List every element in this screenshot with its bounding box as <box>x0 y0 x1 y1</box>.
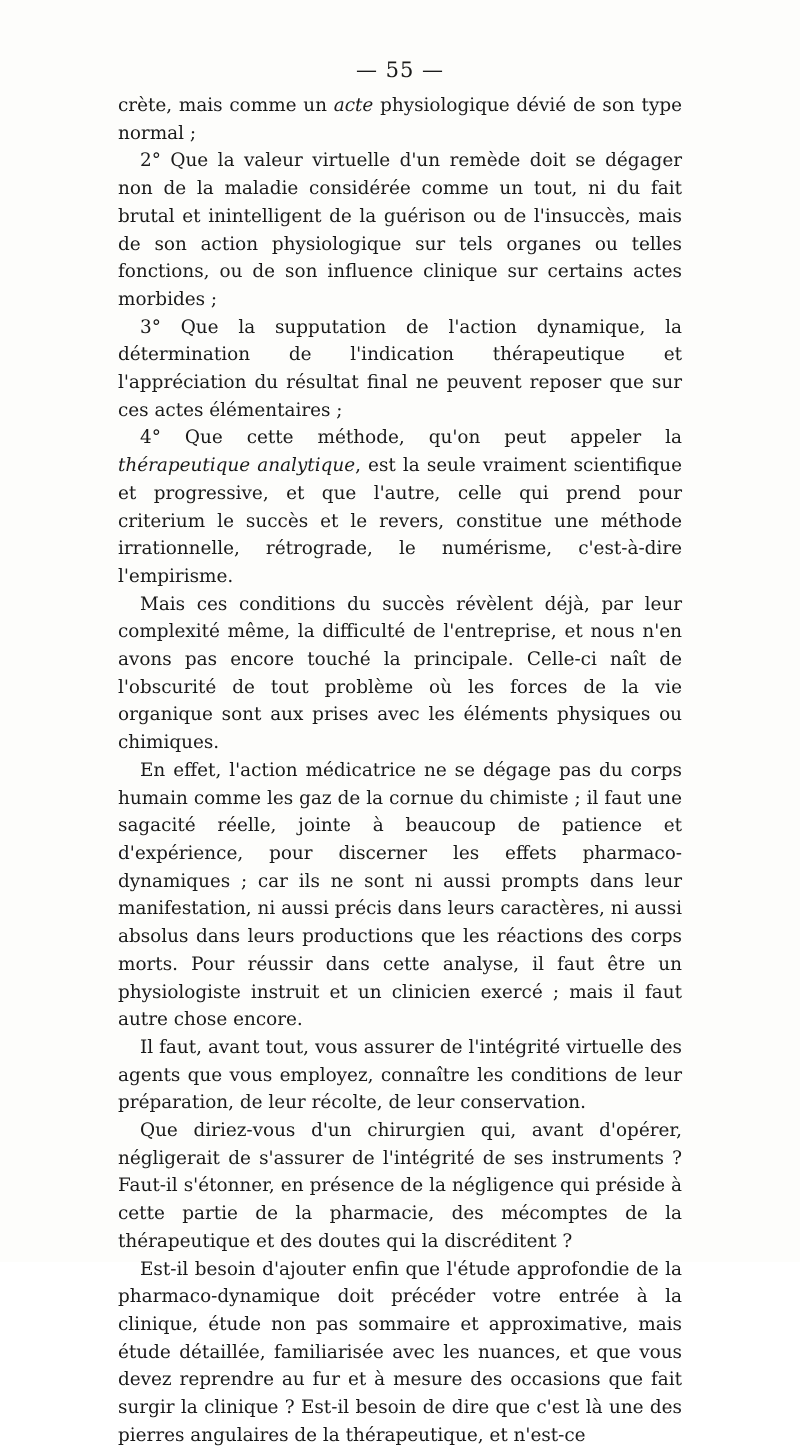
text-run: Est-il besoin d'ajouter enfin que l'étude approfondie de la pharmaco-dynamique doit précéder votre entrée à la clinique, étude non pas sommaire et approximative, mais étude détaillée, familiarisée avec les nuances, et que vous devez reprendre au fur et à mesure des occasions que fait surgir la clinique ? Est-il besoin de dire que c'est là une des pierres angulaires de la thérapeutique, et n'est-ce <box>118 1258 682 1446</box>
text-run: physiologique dévié de son type normal ; <box>118 95 682 144</box>
text-run: 2° Que la valeur virtuelle d'un remède doit se dégager non de la maladie considérée comme un tout, ni du fait brutal et inintelligent de la guérison ou de l'insuccès, mais de son action physiologique sur tels organes ou telles fonctions, ou de son influence clinique sur certains actes morbides ; <box>118 150 682 310</box>
text-run: , est la seule vraiment scientifique et progressive, et que l'autre, celle qui prend pour criterium le succès et le revers, constitue une méthode irrationnelle, rétrograde, le numérisme, c'est-à-dire l'empirisme. <box>118 455 682 587</box>
paragraph <box>118 757 682 1034</box>
text-run: 4° Que cette méthode, qu'on peut appeler la <box>140 427 682 449</box>
page-number: — 55 — <box>355 58 445 82</box>
paragraph <box>118 314 682 425</box>
text-run: Que diriez-vous d'un chirurgien qui, avant d'opérer, négligerait de s'assurer de l'intégrité de ses instruments ? Faut-il s'étonner, en présence de la négligence qui préside à cette partie de la pharmacie, des mécomptes de la thérapeutique et des doutes qui la discréditent ? <box>118 1120 682 1252</box>
text-run: Il faut, avant tout, vous assurer de l'intégrité virtuelle des agents que vous employez, connaître les conditions de leur préparation, de leur récolte, de leur conservation. <box>118 1036 682 1114</box>
paragraph <box>118 591 682 757</box>
text-run: crète, mais comme un <box>118 95 334 116</box>
italic-text: acte <box>333 95 374 116</box>
paragraph <box>118 1256 682 1449</box>
paragraph <box>118 92 682 147</box>
text-run: En effet, l'action médicatrice ne se dégage pas du corps humain comme les gaz de la cornue du chimiste ; il faut une sagacité réelle, jointe à beaucoup de patience et d'expérience, pour discerner les effets pharmaco-dynamiques ; car ils ne sont ni aussi prompts dans leur manifestation, ni aussi précis dans leurs caractères, ni aussi absolus dans leurs productions que les réactions des corps morts. Pour réussir dans cette analyse, il faut être un physiologiste instruit et un clinicien exercé ; mais il faut autre chose encore. <box>118 759 682 1031</box>
italic-text: thérapeutique analytique <box>118 455 356 477</box>
text-run: Mais ces conditions du succès révèlent déjà, par leur complexité même, la difficulté de l'entreprise, et nous n'en avons pas encore touché la principale. Celle-ci naît de l'obscurité de tout problème où les forces de la vie organique sont aux prises avec les éléments physiques ou chimiques. <box>118 593 682 754</box>
paragraph <box>118 147 682 313</box>
text-run: 3° Que la supputation de l'action dynamique, la détermination de l'indication thérapeutique et l'appréciation du résultat final ne peuvent reposer que sur ces actes élémentaires ; <box>118 316 682 421</box>
paragraph <box>118 1034 682 1117</box>
body-text <box>118 92 682 1449</box>
paragraph <box>118 424 682 590</box>
paragraph <box>118 1117 682 1256</box>
